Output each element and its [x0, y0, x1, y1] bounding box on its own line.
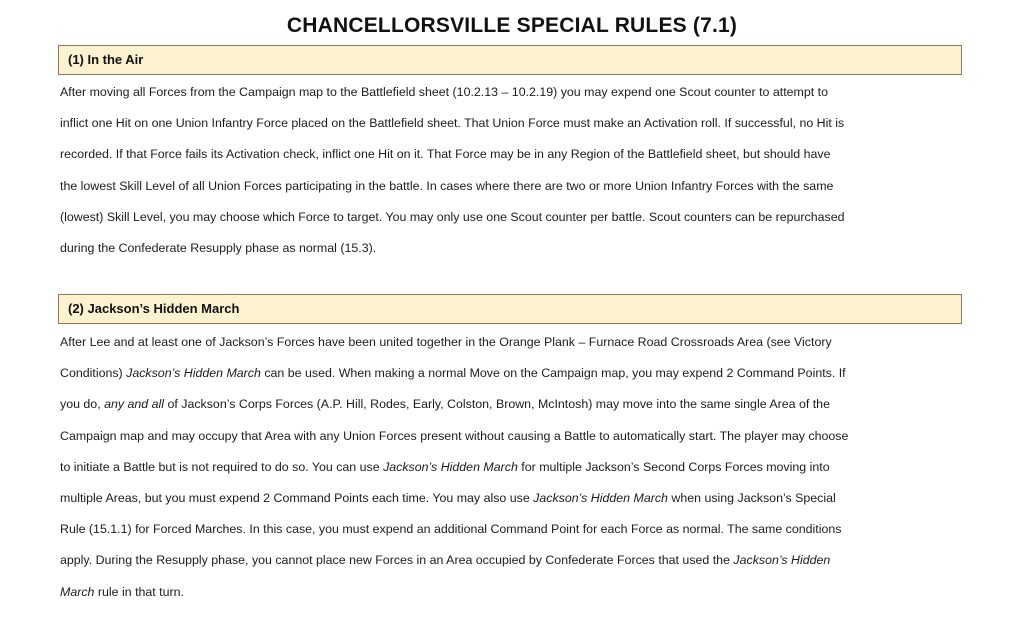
text-run: you do,	[60, 397, 105, 412]
text-run: the lowest Skill Level of all Union Forces participating in the battle. In cases where there are two or more Union Infantry Forces with the same	[60, 178, 834, 193]
text-run: Rule (15.1.1) for Forced Marches. In this case, you must expend an additional Command Point for each Force as normal. The same conditions	[60, 522, 842, 537]
text-run: for multiple Jackson’s Second Corps Forces moving into	[517, 459, 830, 474]
text-run: multiple Areas, but you must expend 2 Command Points each time. You may also use	[60, 491, 534, 506]
text-run: of Jackson’s Corps Forces (A.P. Hill, Rodes, Early, Colston, Brown, McIntosh) may move into the same single Area of the	[164, 397, 830, 412]
text-run: when using Jackson’s Special	[667, 491, 836, 506]
text-run: to initiate a Battle but is not required to do so. You can use	[60, 459, 384, 474]
italic-rule-name: Jackson’s Hidden March	[533, 491, 668, 506]
text-run: After Lee and at least one of Jackson’s Forces have been united together in the Orange Plank – Furnace Road Crossroads Area (see Victory	[60, 335, 832, 349]
text-run: Conditions)	[60, 366, 127, 381]
text-line	[60, 233, 970, 264]
text-line	[60, 483, 970, 514]
text-run: (lowest) Skill Level, you may choose which Force to target. You may only use one Scout counter per battle. Scout counters can be repurchased	[60, 209, 845, 224]
text-run: apply. During the Resupply phase, you cannot place new Forces in an Area occupied by Confederate Forces that used the	[60, 553, 734, 568]
section-body-in-the-air	[60, 77, 970, 264]
italic-rule-name: Jackson’s Hidden	[733, 553, 831, 568]
italic-rule-name: any and all	[104, 397, 165, 412]
text-line	[60, 514, 970, 545]
text-line	[60, 421, 970, 452]
text-run: rule in that turn.	[94, 584, 184, 599]
document-title: CHANCELLORSVILLE SPECIAL RULES (7.1)	[286, 14, 738, 37]
italic-rule-name: Jackson’s Hidden March	[126, 366, 261, 381]
text-run: After moving all Forces from the Campaign map to the Battlefield sheet (10.2.13 – 10.2.19) you may expend one Scout counter to attempt to	[60, 85, 828, 99]
text-run: Campaign map and may occupy that Area with any Union Forces present without causing a Battle to automatically start. The player may choose	[60, 428, 849, 443]
text-line	[60, 577, 970, 608]
text-run: recorded. If that Force fails its Activation check, inflict one Hit on it. That Force may be in any Region of the Battlefield sheet, but should have	[60, 147, 831, 162]
section-heading-jacksons-hidden-march: (2) Jackson’s Hidden March	[58, 294, 962, 324]
italic-rule-name: Jackson’s Hidden March	[383, 459, 518, 474]
text-line	[60, 108, 970, 139]
text-line	[60, 171, 970, 202]
text-line	[60, 77, 970, 108]
text-line	[60, 545, 970, 576]
text-line	[60, 452, 970, 483]
text-line	[60, 327, 970, 358]
text-line	[60, 139, 970, 170]
text-line	[60, 358, 970, 389]
text-line	[60, 202, 970, 233]
section-body-jacksons-hidden-march	[60, 327, 970, 608]
text-line	[60, 389, 970, 420]
text-run: inflict one Hit on one Union Infantry Force placed on the Battlefield sheet. That Union Force must make an Activation roll. If successful, no Hit is	[60, 116, 845, 131]
text-run: can be used. When making a normal Move on the Campaign map, you may expend 2 Command Points. If	[260, 366, 846, 381]
section-heading-in-the-air: (1) In the Air	[58, 45, 962, 75]
text-run: during the Confederate Resupply phase as normal (15.3).	[60, 241, 377, 256]
italic-rule-name: March	[60, 584, 95, 599]
